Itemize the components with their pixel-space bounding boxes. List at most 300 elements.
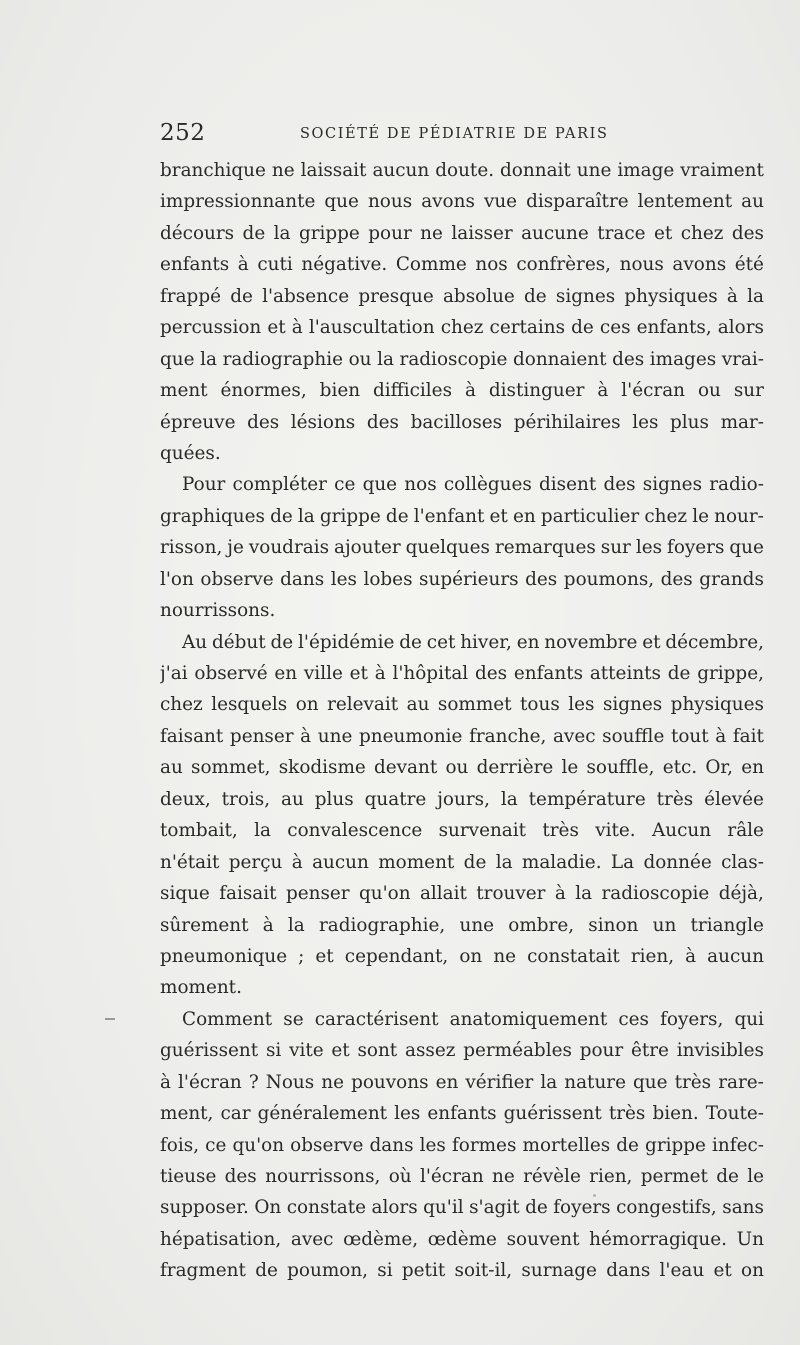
word: vraiment: [680, 160, 764, 181]
word: observe: [200, 568, 274, 590]
word: la: [540, 1071, 558, 1093]
word: devant: [374, 757, 438, 779]
word: hépatisation,: [160, 1228, 282, 1250]
word: à: [685, 945, 697, 967]
word: quelques: [405, 537, 490, 559]
word: l'épidémie: [298, 631, 395, 653]
word: l'écran: [419, 1166, 484, 1187]
word: grands: [699, 568, 764, 590]
margin-mark: [105, 1018, 115, 1020]
word: lésions: [290, 411, 356, 433]
word: sur: [600, 537, 631, 559]
word: je: [227, 537, 244, 559]
word: à: [291, 317, 303, 339]
word: et: [331, 1040, 350, 1062]
word: nour-: [714, 505, 764, 527]
word: ne: [492, 1166, 515, 1187]
word: des: [474, 663, 508, 684]
word: hiver,: [460, 631, 512, 653]
word: très: [656, 788, 694, 810]
text-line: [160, 1161, 764, 1192]
text-line: [160, 155, 764, 186]
word: convalescence: [287, 820, 423, 842]
word: de: [463, 851, 487, 873]
word: faisait: [219, 883, 277, 905]
word: physiques: [624, 285, 718, 307]
word: maladie.: [521, 851, 602, 873]
word: n'était: [160, 851, 220, 873]
word: tout: [670, 725, 709, 747]
word: atteints: [589, 663, 661, 684]
word: où: [388, 1166, 412, 1187]
word: l'eau: [659, 1260, 705, 1282]
word: s'agit: [469, 1197, 520, 1219]
word: grippe: [645, 1134, 706, 1156]
text-line: [160, 972, 764, 1003]
word: guérissent: [503, 1103, 602, 1125]
word: jours,: [437, 788, 490, 810]
word: œdème: [427, 1228, 497, 1250]
word: de: [255, 1260, 278, 1282]
word: aucun: [312, 851, 369, 873]
word: Comment: [182, 1008, 273, 1030]
word: trace: [597, 222, 646, 244]
word: le: [561, 757, 579, 779]
text-line: [160, 1067, 764, 1098]
text-line: [160, 1004, 764, 1035]
word: rien,: [630, 945, 675, 967]
word: disent: [539, 474, 597, 496]
word: être: [630, 1040, 669, 1062]
word: que: [729, 537, 764, 559]
word: et: [267, 317, 286, 339]
paper-speck: [593, 1194, 596, 1197]
word: sommet,: [191, 757, 271, 779]
word: ville: [303, 663, 343, 684]
word: fragment: [160, 1260, 246, 1282]
word: des: [603, 474, 636, 496]
word: collègues: [443, 474, 532, 496]
word: fois,: [160, 1134, 200, 1156]
word: pour: [579, 1040, 624, 1062]
word: Toute-: [705, 1103, 764, 1125]
word: en: [274, 663, 298, 684]
word: avec: [552, 725, 596, 747]
text-line: [160, 1192, 764, 1223]
word: très: [542, 820, 579, 842]
word: enfants: [513, 663, 584, 684]
word: une: [317, 725, 353, 747]
word: les: [635, 537, 663, 559]
word: poumons,: [563, 568, 655, 590]
word: très: [674, 1071, 712, 1093]
word: doute.: [435, 160, 495, 181]
word: bien.: [652, 1103, 699, 1125]
text-line: [160, 186, 764, 217]
word: infec-: [712, 1134, 764, 1156]
word: disparaître: [526, 191, 629, 213]
word: la: [297, 505, 315, 527]
text-line: [160, 501, 764, 532]
word: ou: [697, 380, 721, 402]
text-line: [160, 469, 764, 500]
word: radio-: [709, 474, 764, 496]
word: observe: [290, 1134, 364, 1156]
word: l'absence: [262, 285, 350, 307]
word: etc.: [662, 757, 698, 779]
word: et: [349, 663, 368, 684]
word: supposer.: [160, 1197, 249, 1219]
word: de: [616, 1134, 639, 1156]
word: aucun: [707, 945, 764, 967]
word: de: [385, 505, 409, 527]
word: la: [377, 348, 394, 370]
page-header: [160, 120, 764, 150]
word: ?: [248, 1071, 259, 1093]
word: on: [295, 694, 319, 716]
word: foyers: [553, 1197, 611, 1219]
word: invisibles: [676, 1040, 764, 1062]
word: et: [713, 1260, 732, 1282]
word: hémorragique.: [589, 1228, 727, 1250]
text-line: [160, 218, 764, 249]
word: absolue: [442, 285, 515, 307]
word: constatait: [527, 945, 620, 967]
word: ce: [205, 1134, 227, 1156]
word: un: [652, 914, 677, 936]
word: j'ai: [160, 663, 188, 684]
word: la: [495, 851, 513, 873]
word: que: [324, 191, 359, 213]
word: formes: [451, 1134, 517, 1156]
word: perçu: [228, 851, 283, 873]
word: compléter: [232, 474, 327, 496]
word: ce: [334, 474, 356, 496]
word: radioscopie: [601, 883, 710, 905]
word: guérissent: [160, 1040, 259, 1062]
text-line: [160, 910, 764, 941]
word: en: [516, 631, 540, 653]
word: laissait: [300, 160, 367, 181]
running-head: SOCIÉTÉ DE PÉDIATRIE DE PARIS: [300, 126, 609, 142]
word: l'écran: [178, 1071, 242, 1093]
word: la: [747, 285, 764, 307]
word: laisser: [451, 222, 513, 244]
word: des: [247, 411, 280, 433]
word: signes: [555, 285, 616, 307]
word: voudrais: [248, 537, 330, 559]
word: graphiques: [160, 505, 265, 527]
word: que: [160, 348, 195, 370]
text-line: [160, 532, 764, 563]
word: constate: [286, 1197, 367, 1219]
word: On: [254, 1197, 282, 1219]
word: dans: [369, 1134, 414, 1156]
word: les: [632, 411, 659, 433]
word: les: [419, 1134, 446, 1156]
word: foyers: [667, 537, 725, 559]
word: mortelles: [522, 1134, 611, 1156]
word: lobes: [363, 568, 413, 590]
word: chez: [644, 505, 688, 527]
word: et: [315, 945, 334, 967]
word: donnait: [500, 160, 571, 181]
text-line: [160, 564, 764, 595]
word: l'hôpital: [392, 663, 469, 684]
word: distinguer: [488, 380, 585, 402]
word: nourrissons,: [265, 1166, 381, 1187]
word: vite: [289, 1040, 324, 1062]
word: l'enfant: [413, 505, 485, 527]
word: les: [394, 1103, 421, 1125]
text-line: [160, 312, 764, 343]
word: pneumonie: [358, 725, 463, 747]
word: à: [300, 725, 312, 747]
word: souvent: [506, 1228, 580, 1250]
word: les: [330, 568, 357, 590]
word: de: [242, 222, 266, 244]
word: le: [692, 505, 709, 527]
word: perméables: [463, 1040, 572, 1062]
word: Au: [182, 631, 208, 653]
word: œdème,: [343, 1228, 419, 1250]
word: ombre,: [508, 914, 575, 936]
word: radioscopie: [399, 348, 508, 370]
word: de: [524, 285, 547, 307]
word: enfants: [427, 1103, 497, 1125]
word: nous: [367, 191, 413, 213]
word: en: [435, 1071, 459, 1093]
word: périhilaires: [513, 411, 621, 433]
word: nos: [404, 474, 437, 496]
text-line: [160, 721, 764, 752]
word: au: [741, 191, 764, 213]
word: des: [660, 568, 693, 590]
word: enfants,: [636, 317, 712, 339]
word: ajouter: [334, 537, 401, 559]
word: donnaient: [512, 348, 607, 370]
word: cet: [426, 631, 456, 653]
word: la: [200, 348, 217, 370]
word: ces: [599, 317, 631, 339]
word: quatre: [364, 788, 427, 810]
word: frappé: [160, 285, 221, 307]
word: à: [554, 883, 566, 905]
word: ne: [321, 1071, 345, 1093]
word: quées.: [160, 442, 221, 464]
word: aucune: [521, 222, 589, 244]
word: donnée: [643, 851, 712, 873]
word: deux,: [160, 788, 211, 810]
word: de: [716, 1166, 739, 1187]
word: plus: [670, 411, 709, 433]
word: foyers,: [660, 1008, 724, 1030]
word: radiographie,: [319, 914, 446, 936]
word: Or,: [705, 757, 734, 779]
text-line: [160, 941, 764, 972]
word: lentement: [637, 191, 733, 213]
word: sur: [733, 380, 764, 402]
text-line: [160, 1224, 764, 1255]
word: à: [597, 380, 609, 402]
word: et: [489, 505, 508, 527]
word: une: [459, 914, 495, 936]
text-line: [160, 658, 764, 689]
word: de: [270, 631, 294, 653]
word: vérifier: [465, 1071, 534, 1093]
word: assez: [404, 1040, 456, 1062]
word: Pour: [182, 474, 226, 496]
word: de: [571, 317, 594, 339]
word: Comme: [395, 254, 467, 276]
word: fait: [732, 725, 764, 747]
word: nous: [619, 254, 664, 276]
word: ment,: [160, 1103, 214, 1125]
word: énormes,: [220, 380, 307, 402]
word: une: [576, 160, 612, 181]
word: chez: [160, 694, 203, 716]
word: difficiles: [373, 380, 453, 402]
text-line: [160, 281, 764, 312]
word: images: [649, 348, 717, 370]
word: tous: [520, 694, 560, 716]
word: risson,: [160, 537, 223, 559]
word: plus: [314, 788, 354, 810]
word: vite.: [595, 820, 636, 842]
word: cuti: [257, 254, 293, 276]
text-line: [160, 438, 764, 469]
word: observé: [194, 663, 268, 684]
word: sont: [357, 1040, 398, 1062]
word: négative.: [301, 254, 388, 276]
word: élevée: [704, 788, 764, 810]
word: presque: [358, 285, 434, 307]
word: avec: [290, 1228, 334, 1250]
word: impressionnante: [160, 191, 316, 213]
word: que: [362, 474, 398, 496]
word: de: [270, 505, 293, 527]
word: été: [734, 254, 764, 276]
word: anatomiquement: [449, 1008, 608, 1030]
text-line: [160, 1035, 764, 1066]
text-line: [160, 375, 764, 406]
word: particulier: [540, 505, 640, 527]
word: ces: [618, 1008, 649, 1030]
word: avons: [421, 191, 475, 213]
word: à: [726, 285, 738, 307]
word: car: [220, 1103, 251, 1125]
word: Un: [736, 1228, 764, 1250]
word: ne: [271, 160, 295, 181]
word: radiographie: [222, 348, 343, 370]
word: en: [512, 505, 536, 527]
word: le: [747, 1166, 764, 1187]
word: l'auscultation: [308, 317, 435, 339]
word: souffle,: [586, 757, 655, 779]
word: souffle: [602, 725, 665, 747]
word: au: [281, 788, 304, 810]
word: qu'on: [358, 883, 411, 905]
word: sommet: [437, 694, 512, 716]
word: début: [212, 631, 266, 653]
word: supérieurs: [419, 568, 519, 590]
word: décembre,: [665, 631, 764, 653]
word: ou: [348, 348, 372, 370]
word: qu'il: [423, 1197, 464, 1219]
word: des: [731, 222, 764, 244]
word: novembre: [544, 631, 638, 653]
word: avons: [672, 254, 727, 276]
word: vue: [483, 191, 518, 213]
text-line: [160, 1130, 764, 1161]
word: tieuse: [160, 1166, 217, 1187]
word: trouver: [476, 883, 546, 905]
word: chez: [680, 222, 724, 244]
word: très: [608, 1103, 646, 1125]
text-line: [160, 847, 764, 878]
word: en: [741, 757, 764, 779]
body-text: [160, 155, 764, 1287]
word: des: [366, 411, 399, 433]
word: rien,: [589, 1166, 633, 1187]
word: pour: [368, 222, 412, 244]
word: bacilloses: [410, 411, 503, 433]
word: sûrement: [160, 914, 249, 936]
word: skodisme: [278, 757, 366, 779]
word: pouvons: [351, 1071, 429, 1093]
word: allait: [419, 883, 467, 905]
word: clas-: [721, 851, 764, 873]
word: à: [715, 725, 727, 747]
word: épreuve: [160, 411, 236, 433]
word: moment: [378, 851, 455, 873]
word: image: [617, 160, 675, 181]
word: survenait: [438, 820, 527, 842]
word: Aucun: [651, 820, 712, 842]
word: de: [399, 631, 422, 653]
word: Nous: [265, 1071, 315, 1093]
word: à: [262, 914, 274, 936]
word: l'on: [160, 568, 194, 590]
word: la: [254, 820, 271, 842]
text-line: [160, 784, 764, 815]
word: se: [283, 1008, 304, 1030]
word: température: [528, 788, 646, 810]
text-line: [160, 878, 764, 909]
word: signes: [602, 694, 663, 716]
word: dans: [280, 568, 325, 590]
word: de: [667, 663, 691, 684]
word: sans: [722, 1197, 764, 1219]
word: caractérisent: [314, 1008, 439, 1030]
text-line: [160, 344, 764, 375]
word: chez: [440, 317, 484, 339]
word: franche,: [469, 725, 547, 747]
word: nourrissons.: [160, 600, 276, 622]
word: ou: [445, 757, 469, 779]
word: la: [575, 883, 593, 905]
word: de: [230, 285, 253, 307]
word: alors: [371, 1197, 418, 1219]
word: à: [160, 1071, 171, 1093]
word: à: [291, 851, 303, 873]
word: soit-il,: [454, 1260, 513, 1282]
word: ne: [493, 945, 517, 967]
word: trois,: [221, 788, 271, 810]
word: si: [377, 1260, 393, 1282]
word: sique: [160, 883, 210, 905]
word: râle: [727, 820, 764, 842]
